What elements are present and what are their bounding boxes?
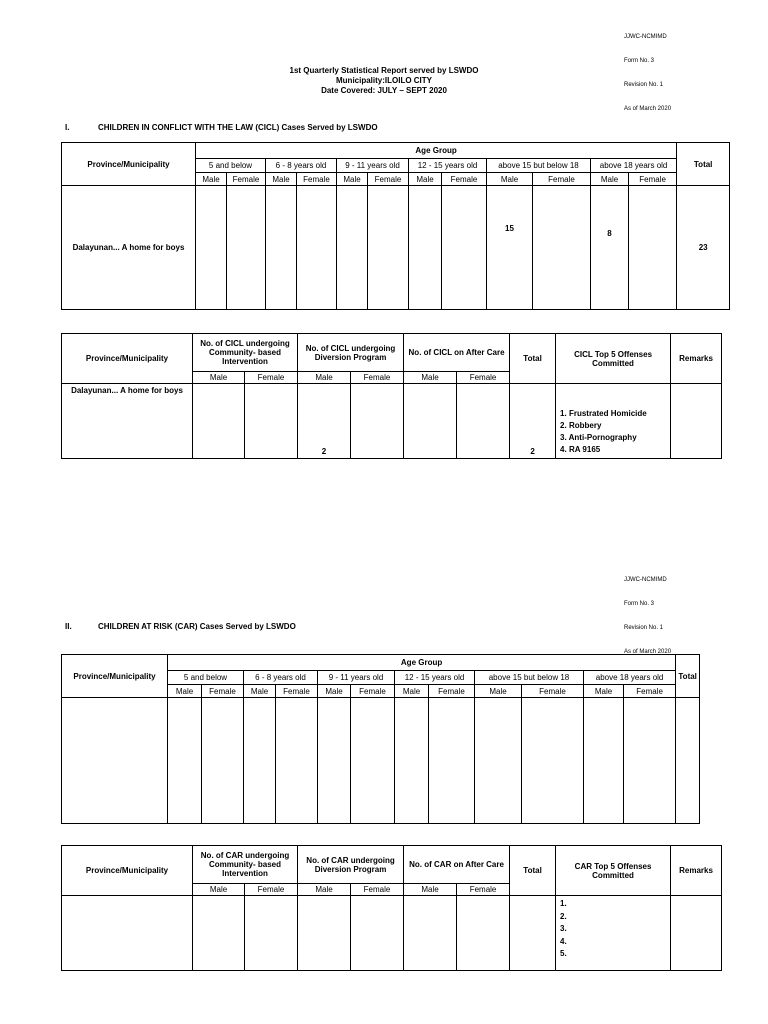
female-header: Female: [245, 372, 298, 384]
age-col-1: 6 - 8 years old: [266, 159, 337, 173]
female-header: Female: [297, 173, 337, 186]
offenses-header: CAR Top 5 Offenses Committed: [556, 846, 671, 896]
age-col-0: 5 and below: [196, 159, 266, 173]
offenses-list: 1. 2. 3. 4. 5.: [556, 896, 671, 971]
report-title: 1st Quarterly Statistical Report served by LSWDO: [289, 66, 479, 75]
cicl-intervention-table: [61, 333, 722, 459]
female-header: Female: [533, 173, 591, 186]
table-row: [62, 384, 722, 459]
cicl-age-table: [61, 142, 730, 310]
diversion-header: No. of CICL undergoing Diversion Program: [298, 334, 404, 372]
male-header: Male: [193, 884, 245, 896]
age-col-5: above 18 years old: [584, 671, 676, 685]
female-header: Female: [457, 372, 510, 384]
age-group-header: Age Group: [196, 143, 677, 159]
male-header: Male: [591, 173, 629, 186]
value-above18-male: 8: [591, 186, 629, 310]
age-col-0: 5 and below: [168, 671, 244, 685]
female-header: Female: [522, 685, 584, 698]
age-col-5: above 18 years old: [591, 159, 677, 173]
age-col-4: above 15 but below 18: [487, 159, 591, 173]
community-header: No. of CICL undergoing Community- based Intervention: [193, 334, 298, 372]
section-1-number: I.: [65, 123, 70, 132]
age-col-4: above 15 but below 18: [475, 671, 584, 685]
diversion-male-value: 2: [298, 384, 351, 459]
male-header: Male: [193, 372, 245, 384]
section-2-title: CHILDREN AT RISK (CAR) Cases Served by LSWDO: [98, 622, 296, 631]
male-header: Male: [487, 173, 533, 186]
value-15-18-male: 15: [487, 186, 533, 310]
section-2-number: II.: [65, 622, 72, 631]
form-revision: Revision No. 1: [624, 625, 664, 631]
table-row: [62, 896, 722, 971]
male-header: Male: [298, 372, 351, 384]
male-header: Male: [196, 173, 227, 186]
female-header: Female: [368, 173, 409, 186]
remarks-header: Remarks: [671, 334, 722, 384]
male-header: Male: [475, 685, 522, 698]
table-row: [62, 698, 700, 824]
male-header: Male: [404, 372, 457, 384]
province-header: Province/Municipality: [62, 334, 193, 384]
female-header: Female: [245, 884, 298, 896]
report-heading: [0, 66, 768, 96]
female-header: Female: [351, 884, 404, 896]
aftercare-header: No. of CAR on After Care: [404, 846, 510, 884]
form-as-of: As of March 2020: [624, 106, 672, 112]
female-header: Female: [457, 884, 510, 896]
province-header: Province/Municipality: [62, 655, 168, 698]
report-municipality: Municipality:ILOILO CITY: [336, 76, 432, 85]
age-col-1: 6 - 8 years old: [244, 671, 318, 685]
total-header: Total: [510, 334, 556, 384]
form-code: JJWC-NCMIMD: [624, 34, 667, 40]
male-header: Male: [395, 685, 429, 698]
report-date-covered: Date Covered: JULY – SEPT 2020: [321, 86, 447, 95]
section-1-title: CHILDREN IN CONFLICT WITH THE LAW (CICL) Cases Served by LSWDO: [98, 123, 378, 132]
male-header: Male: [244, 685, 276, 698]
diversion-header: No. of CAR undergoing Diversion Program: [298, 846, 404, 884]
male-header: Male: [404, 884, 457, 896]
row-total: 23: [677, 186, 730, 310]
form-meta: [624, 560, 671, 664]
female-header: Female: [202, 685, 244, 698]
age-col-3: 12 - 15 years old: [409, 159, 487, 173]
province-header: Province/Municipality: [62, 143, 196, 186]
age-col-2: 9 - 11 years old: [318, 671, 395, 685]
car-intervention-table: [61, 845, 722, 971]
female-header: Female: [351, 685, 395, 698]
total-header: Total: [677, 143, 730, 186]
table-row: [62, 186, 730, 310]
form-revision: Revision No. 1: [624, 82, 664, 88]
female-header: Female: [442, 173, 487, 186]
form-code: JJWC-NCMIMD: [624, 577, 667, 583]
female-header: Female: [276, 685, 318, 698]
male-header: Male: [266, 173, 297, 186]
age-col-3: 12 - 15 years old: [395, 671, 475, 685]
form-number: Form No. 3: [624, 601, 655, 607]
age-col-2: 9 - 11 years old: [337, 159, 409, 173]
row-province: Dalayunan... A home for boys: [62, 186, 196, 310]
female-header: Female: [429, 685, 475, 698]
community-header: No. of CAR undergoing Community- based Intervention: [193, 846, 298, 884]
total-header: Total: [510, 846, 556, 896]
total-header: Total: [676, 655, 700, 698]
male-header: Male: [298, 884, 351, 896]
remarks-header: Remarks: [671, 846, 722, 896]
female-header: Female: [629, 173, 677, 186]
female-header: Female: [351, 372, 404, 384]
male-header: Male: [318, 685, 351, 698]
female-header: Female: [227, 173, 266, 186]
male-header: Male: [168, 685, 202, 698]
row-total: 2: [510, 384, 556, 459]
form-number: Form No. 3: [624, 58, 655, 64]
male-header: Male: [337, 173, 368, 186]
province-header: Province/Municipality: [62, 846, 193, 896]
car-age-table: [61, 654, 700, 824]
offenses-header: CICL Top 5 Offenses Committed: [556, 334, 671, 384]
male-header: Male: [409, 173, 442, 186]
aftercare-header: No. of CICL on After Care: [404, 334, 510, 372]
row-province: Dalayunan... A home for boys: [62, 384, 193, 459]
form-as-of: As of March 2020: [624, 649, 672, 655]
age-group-header: Age Group: [168, 655, 676, 671]
male-header: Male: [584, 685, 624, 698]
female-header: Female: [624, 685, 676, 698]
offenses-list: 1. Frustrated Homicide 2. Robbery 3. Anti-Pornography 4. RA 9165: [556, 384, 671, 459]
